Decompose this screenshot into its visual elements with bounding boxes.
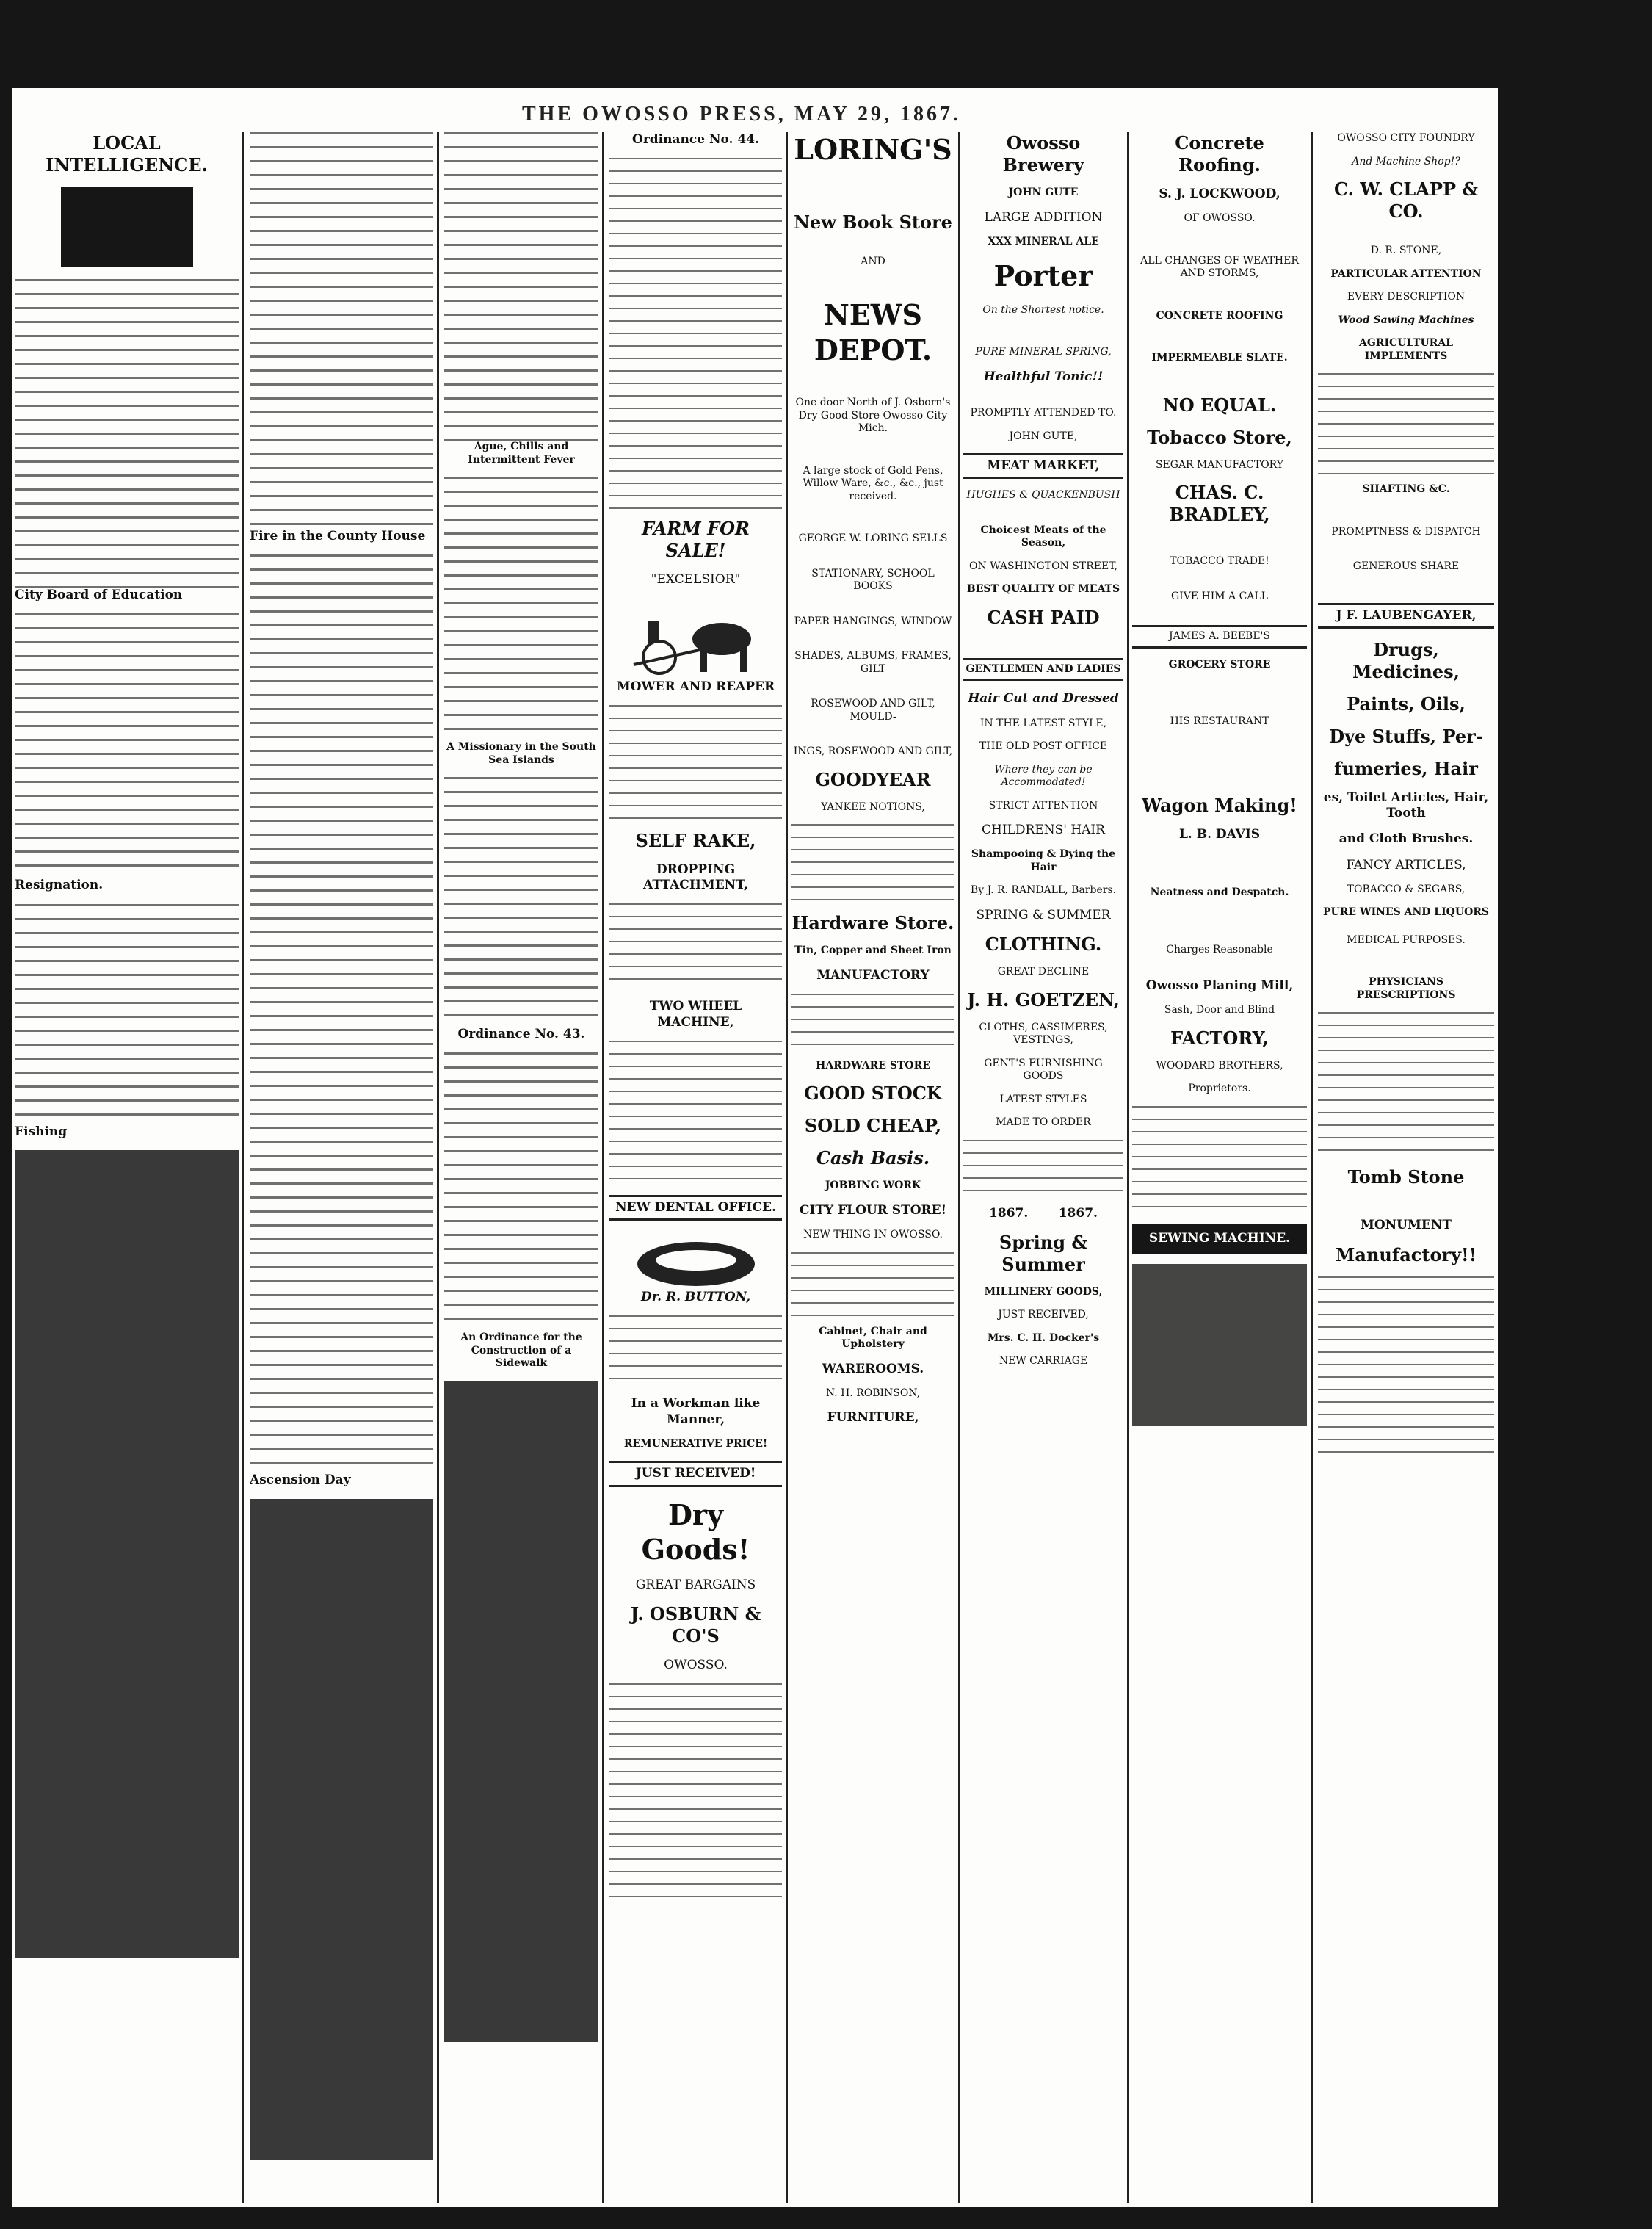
ad-furnishing: GENT'S FURNISHING GOODS (984, 1057, 1103, 1082)
body-text (444, 477, 598, 741)
ad-ings: INGS, ROSEWOOD AND GILT, (793, 745, 953, 757)
column-1 (15, 132, 239, 2203)
column-5 (791, 132, 954, 2203)
ad-dropping: DROPPING ATTACHMENT, (643, 861, 748, 892)
ad-washington: ON WASHINGTON STREET, (969, 560, 1117, 572)
ad-of-owosso: OF OWOSSO. (1184, 212, 1256, 225)
ad-new-book-store: New Book Store (794, 211, 952, 233)
column-2 (250, 132, 433, 2203)
ad-osburn: J. OSBURN & CO'S (630, 1603, 761, 1647)
ad-jobbing: JOBBING WORK (825, 1179, 921, 1192)
ad-tin: Tin, Copper and Sheet Iron (794, 944, 952, 956)
ad-new-carriage: NEW CARRIAGE (999, 1355, 1088, 1368)
body-text (15, 279, 239, 588)
ad-segar: SEGAR MANUFACTORY (1155, 458, 1284, 471)
ad-city-flour: CITY FLOUR STORE! (799, 1202, 947, 1218)
ad-factory: FACTORY, (1170, 1027, 1269, 1049)
ordinance-heading: An Ordinance for the Construction of a Sidewalk (460, 1332, 582, 1370)
column-rule (602, 132, 604, 2203)
ad-clothing: CLOTHING. (985, 933, 1102, 955)
ad-pure-spring: PURE MINERAL SPRING, (975, 346, 1112, 358)
ad-hardware-store: HARDWARE STORE (816, 1059, 930, 1072)
column-rule (437, 132, 439, 2203)
ad-impermeable: IMPERMEABLE SLATE. (1151, 352, 1288, 364)
ad-bradley: CHAS. C. BRADLEY, (1169, 482, 1270, 526)
ad-shampooing: Shampooing & Dying the Hair (971, 848, 1116, 873)
ad-spring: SPRING & SUMMER (976, 907, 1111, 922)
ad-dye: Dye Stuffs, Per- (1329, 725, 1483, 747)
ad-millinery: MILLINERY GOODS, (984, 1285, 1103, 1298)
ad-planing: Owosso Planing Mill, (1145, 978, 1294, 993)
ad-workman: In a Workman like Manner, (631, 1396, 761, 1427)
body-text (609, 1683, 782, 1904)
ad-proprietors: Proprietors. (1188, 1083, 1251, 1095)
body-text (1318, 1012, 1494, 1159)
ad-machine-shop: And Machine Shop!? (1352, 155, 1460, 167)
ad-toilet: es, Toilet Articles, Hair, Tooth (1323, 790, 1489, 820)
ordinance-heading: Ordinance No. 43. (457, 1027, 585, 1041)
ad-clapp: C. W. CLAPP & CO. (1333, 178, 1479, 222)
column-rule (958, 132, 960, 2203)
ad-mower: MOWER AND REAPER (616, 679, 775, 694)
ad-restaurant: HIS RESTAURANT (1170, 715, 1269, 728)
ad-brewery: Owosso Brewery (1002, 132, 1084, 176)
ad-made-to-order: MADE TO ORDER (996, 1116, 1091, 1128)
ad-lorings: LORING'S (794, 133, 952, 166)
ad-meat-market: MEAT MARKET, (963, 453, 1123, 479)
body-text (609, 705, 782, 823)
ad-promptness: PROMPTNESS & DISPATCH (1331, 525, 1481, 538)
body-text (1132, 1106, 1307, 1216)
degraded-masthead-art (61, 187, 193, 267)
scan-edge-left (0, 0, 12, 2229)
ad-physicians: PHYSICIANS PRESCRIPTIONS (1356, 976, 1456, 1001)
ad-two-wheel: TWO WHEEL MACHINE, (649, 999, 742, 1030)
scan-edge-bottom (0, 2207, 1652, 2229)
ad-paints: Paints, Oils, (1347, 693, 1466, 715)
scan-edge-top (0, 0, 1652, 88)
ad-strict: STRICT ATTENTION (988, 799, 1098, 812)
ad-owosso: OWOSSO. (664, 1657, 728, 1672)
body-text (963, 1140, 1123, 1199)
ad-childrens: CHILDRENS' HAIR (982, 823, 1105, 837)
ad-warerooms: WAREROOMS. (822, 1361, 924, 1376)
body-text (1318, 1276, 1494, 1453)
column-6 (963, 132, 1123, 2203)
ad-tomb: Tomb Stone (1347, 1166, 1465, 1188)
ad-cloths: CLOTHS, CASSIMERES, VESTINGS, (979, 1021, 1108, 1046)
masthead: THE OWOSSO PRESS, MAY 29, 1867. (521, 103, 962, 126)
ad-particular: PARTICULAR ATTENTION (1330, 267, 1482, 280)
ad-give-call: GIVE HIM A CALL (1171, 590, 1268, 602)
ad-decline: GREAT DECLINE (997, 966, 1090, 978)
ad-manufactory: MANUFACTORY (816, 967, 930, 983)
ad-one-door: One door North of J. Osborn's Dry Good Store Owosso City Mich. (795, 397, 951, 434)
ad-bargains: GREAT BARGAINS (635, 1577, 756, 1592)
ad-dental: NEW DENTAL OFFICE. (609, 1195, 782, 1221)
ad-gute-signature: JOHN GUTE, (1009, 430, 1078, 442)
ad-laubengayer: J F. LAUBENGAYER, (1318, 603, 1494, 629)
ad-accommodated: Where they can be Accommodated! (994, 763, 1093, 788)
body-text (15, 904, 239, 1124)
column-4 (609, 132, 782, 2203)
ad-latest-styles: LATEST STYLES (999, 1093, 1087, 1105)
ad-shades: SHADES, ALBUMS, FRAMES, GILT (794, 650, 952, 675)
ad-excelsior: "EXCELSIOR" (651, 572, 741, 588)
teeth-illustration (634, 1231, 758, 1290)
degraded-print-area (1132, 1264, 1307, 1426)
body-text (609, 1041, 782, 1188)
ad-gute: JOHN GUTE (1008, 187, 1079, 198)
ad-year: 1867. 1867. (989, 1205, 1098, 1221)
ad-spring-summer: Spring & Summer (999, 1231, 1088, 1275)
column-8 (1318, 132, 1494, 2203)
ad-changes: ALL CHANGES OF WEATHER AND STORMS, (1140, 254, 1299, 280)
body-text (250, 132, 433, 529)
ad-cloth: and Cloth Brushes. (1338, 831, 1474, 847)
ad-monument: MONUMENT (1361, 1218, 1452, 1233)
ad-latest-style: IN THE LATEST STYLE, (979, 717, 1107, 729)
ad-new-thing: NEW THING IN OWOSSO. (803, 1229, 943, 1240)
ad-docker: Mrs. C. H. Docker's (987, 1332, 1100, 1344)
ad-cabinet: Cabinet, Chair and Upholstery (819, 1325, 927, 1350)
ad-farm-for-sale: FARM FOR SALE! (641, 518, 750, 562)
body-text (444, 777, 598, 1027)
item-heading: City Board of Education (15, 588, 183, 602)
ad-best-quality: BEST QUALITY OF MEATS (966, 583, 1120, 596)
ad-drugs: Drugs, Medicines, (1352, 638, 1460, 682)
item-heading: Resignation. (15, 878, 104, 893)
column-rule (242, 132, 244, 2203)
item-heading: Fishing (15, 1124, 68, 1139)
body-text (444, 1052, 598, 1332)
ad-promptly: PROMPTLY ATTENDED TO. (970, 407, 1117, 419)
ad-gentlemen: GENTLEMEN AND LADIES (963, 658, 1123, 682)
body-text (791, 994, 954, 1052)
column-7 (1132, 132, 1307, 2203)
ad-yankee: YANKEE NOTIONS, (821, 801, 925, 813)
ad-wood-sawing: Wood Sawing Machines (1338, 314, 1474, 326)
ad-goodyear: GOODYEAR (815, 768, 931, 790)
body-text (791, 1252, 954, 1318)
ad-and: AND (861, 255, 885, 267)
column-heading: LOCAL INTELLIGENCE. (46, 132, 208, 176)
ad-randall: By J. R. RANDALL, Barbers. (970, 884, 1117, 897)
ad-davis: L. B. DAVIS (1178, 826, 1261, 842)
scan-edge-right (1498, 0, 1652, 2229)
column-rule (786, 132, 788, 2203)
ad-every: EVERY DESCRIPTION (1347, 291, 1466, 303)
body-text (609, 1315, 782, 1389)
column-rule (1311, 132, 1313, 2203)
ad-old-post: THE OLD POST OFFICE (979, 740, 1108, 752)
ad-perfumeries: fumeries, Hair (1334, 757, 1478, 779)
ad-tobacco-trade: TOBACCO TRADE! (1170, 555, 1269, 568)
ad-dry-goods: Dry Goods! (641, 1498, 750, 1566)
column-3 (444, 132, 598, 2203)
ad-dr-button: Dr. R. BUTTON, (640, 1290, 750, 1304)
ad-self-rake: SELF RAKE, (635, 829, 756, 851)
ad-hardware: Hardware Store. (791, 912, 954, 933)
ad-wines: PURE WINES AND LIQUORS (1322, 906, 1490, 919)
ad-choicest: Choicest Meats of the Season, (980, 524, 1106, 549)
ad-charges: Charges Reasonable (1166, 943, 1273, 955)
ad-sewing: SEWING MACHINE. (1132, 1224, 1307, 1254)
ad-fancy: FANCY ARTICLES, (1346, 857, 1466, 873)
ad-grocery: GROCERY STORE (1168, 658, 1271, 671)
item-heading: Ague, Chills and Intermittent Fever (468, 441, 575, 466)
body-text (609, 903, 782, 991)
ad-shafting: SHAFTING &C. (1362, 483, 1450, 495)
body-text (609, 158, 782, 510)
ad-sold-cheap: SOLD CHEAP, (804, 1115, 942, 1137)
body-text (250, 554, 433, 1473)
ad-loring-sells: GEORGE W. LORING SELLS (798, 532, 948, 544)
ad-generous: GENEROUS SHARE (1352, 560, 1460, 572)
ad-just-received: JUST RECEIVED, (998, 1309, 1089, 1321)
ad-concrete2: CONCRETE ROOFING (1156, 309, 1283, 322)
ad-cash-basis: Cash Basis. (816, 1147, 930, 1169)
ad-porter: Porter (993, 259, 1093, 293)
ad-good-stock: GOOD STOCK (804, 1083, 942, 1105)
ad-no-equal: NO EQUAL. (1162, 394, 1277, 416)
ad-healthful: Healthful Tonic!! (983, 369, 1104, 384)
ad-sash: Sash, Door and Blind (1164, 1004, 1275, 1016)
degraded-print-area (444, 1381, 598, 2042)
degraded-print-area (15, 1150, 239, 1958)
ad-stationary: STATIONARY, SCHOOL BOOKS (811, 567, 935, 592)
ad-hughes: HUGHES & QUACKENBUSH (966, 489, 1120, 502)
ad-woodard: WOODARD BROTHERS, (1156, 1059, 1283, 1072)
ad-medical: MEDICAL PURPOSES. (1347, 933, 1466, 946)
degraded-print-area (250, 1499, 433, 2160)
ad-furniture: FURNITURE, (827, 1410, 919, 1426)
ad-concrete: Concrete Roofing. (1175, 132, 1264, 176)
ordinance-heading: Ordinance No. 44. (632, 132, 759, 147)
ad-paper: PAPER HANGINGS, WINDOW (794, 615, 952, 627)
ad-manufactory: Manufactory!! (1335, 1243, 1477, 1265)
body-text (791, 824, 954, 905)
ad-just-received: JUST RECEIVED! (609, 1461, 782, 1486)
ad-remunerative: REMUNERATIVE PRICE! (623, 1437, 768, 1450)
ad-shortest: On the Shortest notice. (982, 303, 1104, 316)
body-text (1318, 373, 1494, 476)
ad-stone: D. R. STONE, (1370, 245, 1442, 256)
ad-hair-cut: Hair Cut and Dressed (968, 691, 1119, 707)
ad-news-depot: NEWS DEPOT. (814, 298, 932, 366)
body-text (15, 613, 239, 878)
item-heading: Fire in the County House (250, 529, 426, 543)
ad-beebe: JAMES A. BEEBE'S (1132, 625, 1307, 649)
ad-foundry: OWOSSO CITY FOUNDRY (1337, 132, 1475, 144)
ad-robinson: N. H. ROBINSON, (825, 1387, 921, 1399)
column-rule (1127, 132, 1129, 2203)
item-heading: Ascension Day (250, 1473, 351, 1488)
mower-illustration (619, 599, 773, 679)
ad-mineral: XXX MINERAL ALE (988, 235, 1099, 248)
ad-tobacco-segars: TOBACCO & SEGARS, (1347, 883, 1466, 895)
body-text (444, 132, 598, 441)
ad-neatness: Neatness and Despatch. (1150, 886, 1289, 898)
ad-cash-paid: CASH PAID (987, 606, 1100, 628)
ad-addition: LARGE ADDITION (984, 209, 1103, 225)
item-heading: A Missionary in the South Sea Islands (446, 741, 596, 766)
ad-mould: ROSEWOOD AND GILT, MOULD- (811, 698, 935, 723)
ad-agricultural: AGRICULTURAL IMPLEMENTS (1358, 337, 1454, 362)
ad-wagon: Wagon Making! (1142, 794, 1297, 816)
ad-goetzen: J. H. GOETZEN, (967, 989, 1120, 1011)
ad-tobacco: Tobacco Store, (1147, 426, 1292, 448)
ad-lockwood: S. J. LOCKWOOD, (1159, 187, 1280, 201)
ad-stock: A large stock of Gold Pens, Willow Ware, &c., &c., just received. (803, 464, 943, 502)
